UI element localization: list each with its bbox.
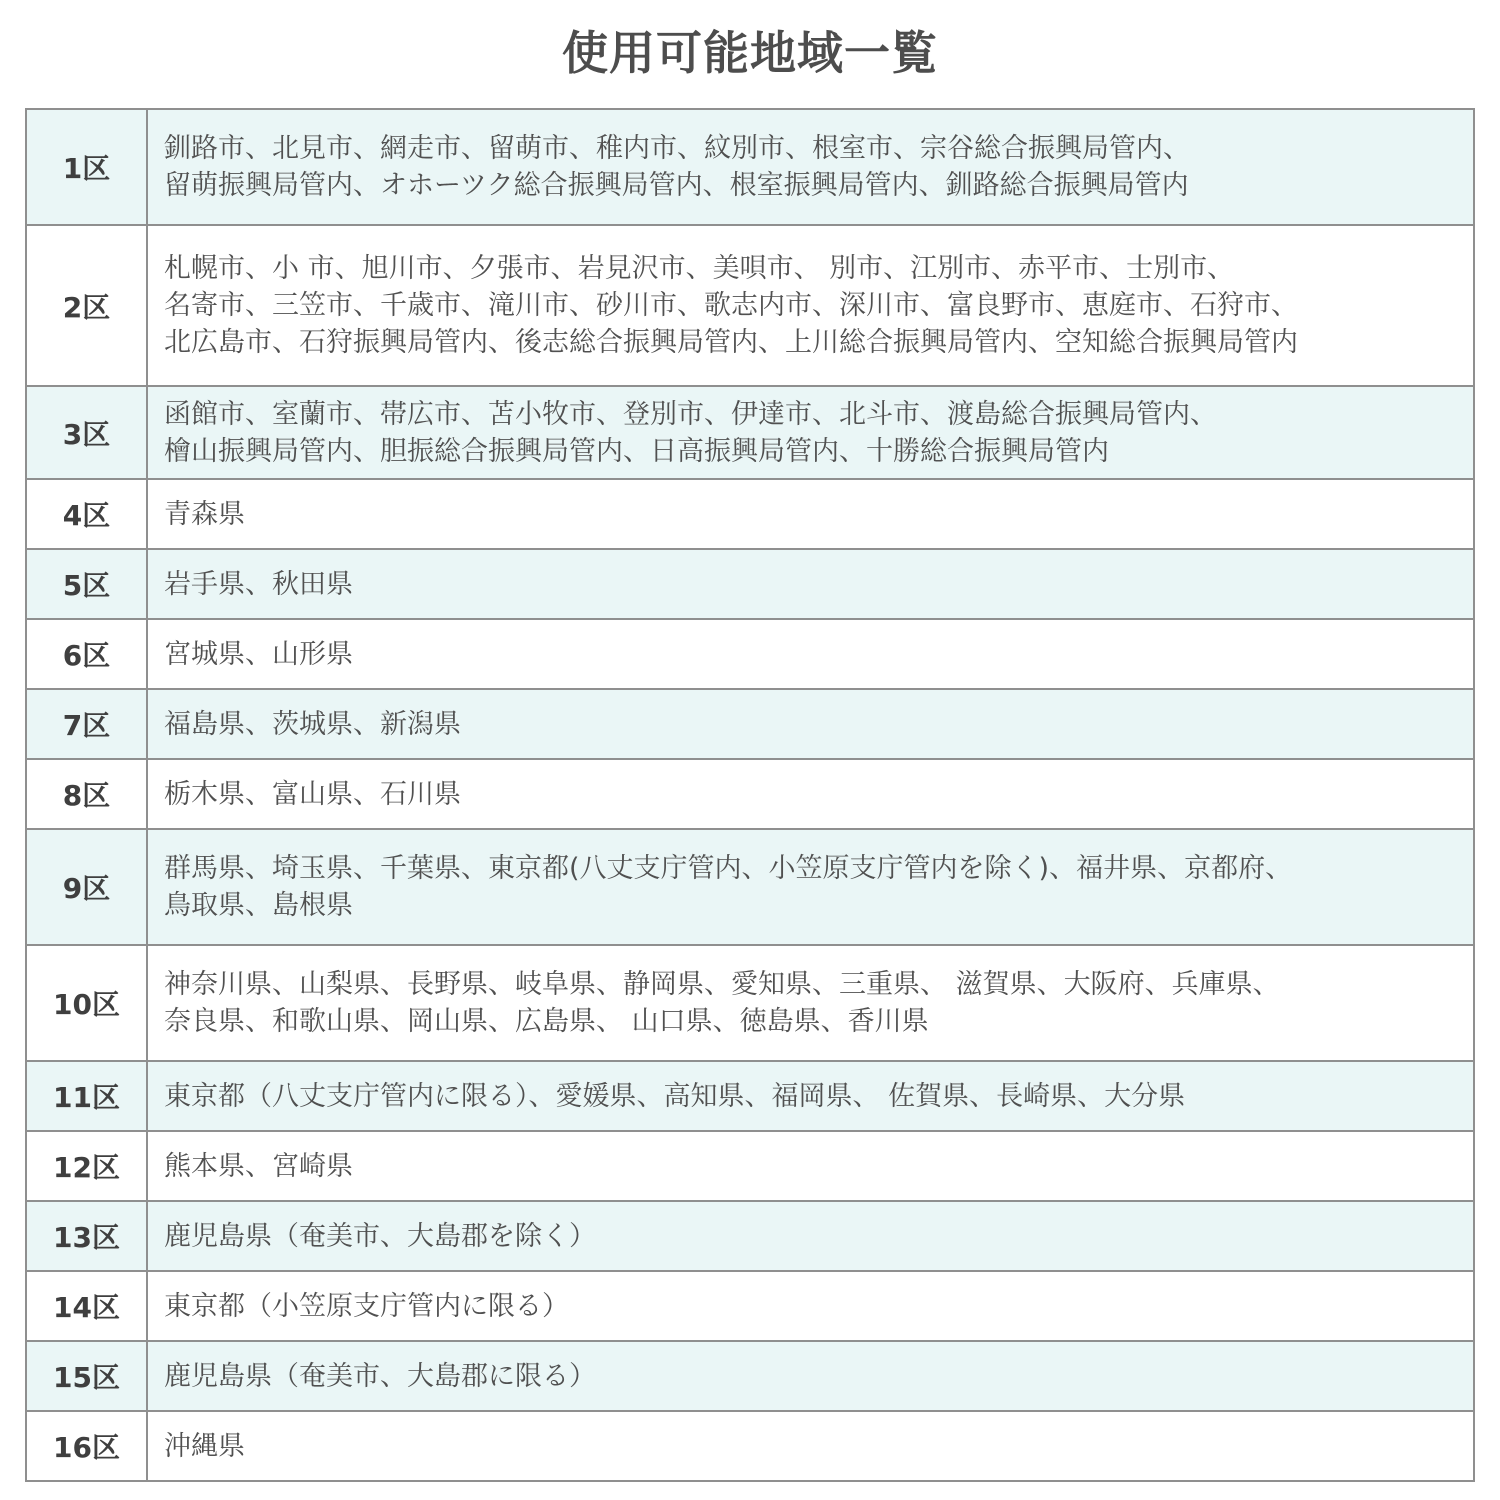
area-list: 東京都（八丈支庁管内に限る）、愛媛県、高知県、福岡県、 佐賀県、長崎県、大分県 [147, 1061, 1474, 1131]
table-row [26, 479, 1474, 549]
area-list: 神奈川県、山梨県、長野県、岐阜県、静岡県、愛知県、三重県、 滋賀県、大阪府、兵庫県、 奈良県、和歌山県、岡山県、広島県、 山口県、徳島県、香川県 [147, 945, 1474, 1061]
zone-label: 2区 [26, 225, 147, 386]
area-list: 東京都（小笠原支庁管内に限る） [147, 1271, 1474, 1341]
table-row [26, 1201, 1474, 1271]
area-list: 岩手県、秋田県 [147, 549, 1474, 619]
zone-label: 15区 [26, 1341, 147, 1411]
table-row [26, 109, 1474, 225]
table-row [26, 829, 1474, 945]
page-title: 使用可能地域一覧 [562, 26, 938, 80]
area-list: 沖縄県 [147, 1411, 1474, 1481]
zone-label: 5区 [26, 549, 147, 619]
area-list: 宮城県、山形県 [147, 619, 1474, 689]
zone-label: 3区 [26, 386, 147, 479]
table-row [26, 619, 1474, 689]
zone-label: 13区 [26, 1201, 147, 1271]
area-list: 青森県 [147, 479, 1474, 549]
zone-label: 12区 [26, 1131, 147, 1201]
area-list: 群馬県、埼玉県、千葉県、東京都(八丈支庁管内、小笠原支庁管内を除く)、福井県、京都府、 鳥取県、島根県 [147, 829, 1474, 945]
table-row [26, 689, 1474, 759]
zone-label: 7区 [26, 689, 147, 759]
area-list: 鹿児島県（奄美市、大島郡を除く） [147, 1201, 1474, 1271]
table-row [26, 759, 1474, 829]
table-row [26, 549, 1474, 619]
area-list: 福島県、茨城県、新潟県 [147, 689, 1474, 759]
table-row [26, 1271, 1474, 1341]
zone-label: 11区 [26, 1061, 147, 1131]
table-row [26, 1131, 1474, 1201]
zone-label: 14区 [26, 1271, 147, 1341]
zone-label: 4区 [26, 479, 147, 549]
zone-label: 9区 [26, 829, 147, 945]
table-row [26, 1061, 1474, 1131]
table-row [26, 1411, 1474, 1481]
area-list: 釧路市、北見市、網走市、留萌市、稚内市、紋別市、根室市、宗谷総合振興局管内、 留萌振興局管内、オホーツク総合振興局管内、根室振興局管内、釧路総合振興局管内 [147, 109, 1474, 225]
area-list: 札幌市、小 市、旭川市、夕張市、岩見沢市、美唄市、 別市、江別市、赤平市、士別市、 名寄市、三笠市、千歳市、滝川市、砂川市、歌志内市、深川市、富良野市、恵庭市、石狩市、 北広島市、石狩振興局管内、後志総合振興局管内、上川総合振興局管内、空知総合振興局管内 [147, 225, 1474, 386]
table-row [26, 225, 1474, 386]
table-row [26, 386, 1474, 479]
zone-label: 10区 [26, 945, 147, 1061]
zone-label: 6区 [26, 619, 147, 689]
area-list: 栃木県、富山県、石川県 [147, 759, 1474, 829]
area-list: 鹿児島県（奄美市、大島郡に限る） [147, 1341, 1474, 1411]
zone-label: 1区 [26, 109, 147, 225]
region-table [25, 108, 1475, 1482]
area-list: 熊本県、宮崎県 [147, 1131, 1474, 1201]
table-row [26, 1341, 1474, 1411]
zone-label: 8区 [26, 759, 147, 829]
area-list: 函館市、室蘭市、帯広市、苫小牧市、登別市、伊達市、北斗市、渡島総合振興局管内、 檜山振興局管内、胆振総合振興局管内、日高振興局管内、十勝総合振興局管内 [147, 386, 1474, 479]
table-row [26, 945, 1474, 1061]
zone-label: 16区 [26, 1411, 147, 1481]
